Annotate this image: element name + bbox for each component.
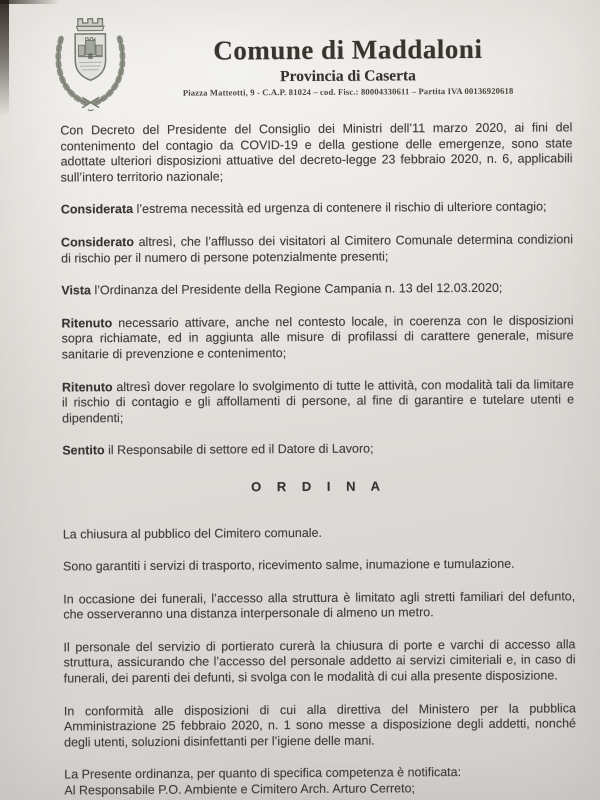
- paragraph-vista: [61, 280, 573, 299]
- municipality-name: Comune di Maddaloni: [213, 33, 483, 66]
- paragraph-text: altresì dover regolare lo svolgimento di tutte le attività, con modalità tali da limitare il rischio di contagio e gli affollamenti di persone, al fine di garantire e tutelare utenti e dipendenti;: [61, 376, 575, 426]
- paragraph-text: altresì, che l’afflusso dei visitatori al Cimitero Comunale determina condizioni di rischio per il numero di persone potenzialmente presenti;: [61, 232, 574, 266]
- paragraph-disposition-services: [63, 556, 575, 575]
- paragraph-disposition-sanitizer: [64, 701, 576, 751]
- paragraph-text: In conformità alle disposizioni di cui alla direttiva del Ministero per la pubblica Amministrazione 25 febbraio 2020, n. 1 sono messe a disposizione degli addetti, nonché degli utenti, soluzioni disinfettanti per l’igiene delle mani.: [63, 700, 577, 750]
- paragraph-text: In occasione dei funerali, l’accesso alla struttura è limitato agli stretti familiari del defunto, che osserveranno una distanza interpersonale di almeno un metro.: [63, 589, 576, 622]
- municipal-coat-of-arms-icon: [42, 9, 140, 116]
- document-body: [60, 120, 576, 800]
- paragraph-premise: [60, 120, 572, 186]
- lead-word: Ritenuto: [61, 379, 113, 394]
- paragraph-considerato: [61, 232, 573, 266]
- paragraph-ritenuto-1: [61, 313, 573, 363]
- paragraph-text: Con Decreto del Presidente del Consiglio dei Ministri dell’11 marzo 2020, ai fini del contenimento del contagio da COVID-19 e della gestione delle emergenze, sono state adottate ulteriori disposizioni attuative del decreto-legge 23 febbraio 2020, n. 6, applicabili sull’intero territorio nazionale;: [60, 120, 573, 185]
- paragraph-text: Il personale del servizio di portierato curerà la chiusura di porte e varchi di accesso alla struttura, assicurando che l’accesso del personale addetto ai servizi cimiteriali e, in caso di funerali, dei parenti dei defunti, si svolga con le modalità di cui alla presente disposizione.: [63, 637, 576, 686]
- paragraph-text: necessario attivare, anche nel contesto locale, in coerenza con le disposizioni sopra richiamate, ed in aggiunta alle misure di profilassi di carattere generale, misure sanitarie di prevenzione e contenimento;: [61, 313, 574, 362]
- paragraph-text: l’Ordinanza del Presidente della Regione Campania n. 13 del 12.03.2020;: [90, 280, 503, 298]
- paragraph-ritenuto-2: [62, 377, 574, 427]
- paragraph-text: La chiusura al pubblico del Cimitero comunale.: [62, 525, 323, 541]
- paragraph-disposition-doorkeepers: [63, 637, 575, 687]
- lead-word: Ritenuto: [61, 315, 113, 331]
- paragraph-disposition-closure: [63, 524, 575, 543]
- lead-word: Vista: [61, 283, 92, 298]
- address-line: Piazza Matteotti, 9 - C.A.P. 81024 – cod. Fisc.: 80004330611 – Partita IVA 00136920618: [182, 85, 514, 98]
- lead-word: Sentito: [62, 443, 105, 458]
- paragraph-sentito: [62, 441, 574, 460]
- paragraph-notification: [64, 765, 576, 799]
- paragraph-text: il Responsabile di settore ed il Datore di Lavoro;: [104, 441, 374, 458]
- province-name: Provincia di Caserta: [280, 67, 416, 86]
- paragraph-disposition-funerals: [63, 589, 575, 623]
- ordina-heading: O R D I N A: [251, 478, 386, 495]
- letterhead: [128, 34, 568, 99]
- notification-recipient: Al Responsabile P.O. Ambiente e Cimitero Arch. Arturo Cerreto;: [64, 781, 416, 798]
- lead-word: Considerata: [60, 202, 134, 217]
- paragraph-text: Sono garantiti i servizi di trasporto, ricevimento salme, inumazione e tumulazione.: [62, 556, 515, 574]
- notification-intro: La Presente ordinanza, per quanto di specifica competenza è notificata:: [64, 765, 462, 782]
- paragraph-text: l’estrema necessità ed urgenza di contenere il rischio di ulteriore contagio;: [133, 199, 547, 217]
- paragraph-considerata: [61, 200, 573, 219]
- lead-word: Considerato: [60, 234, 135, 250]
